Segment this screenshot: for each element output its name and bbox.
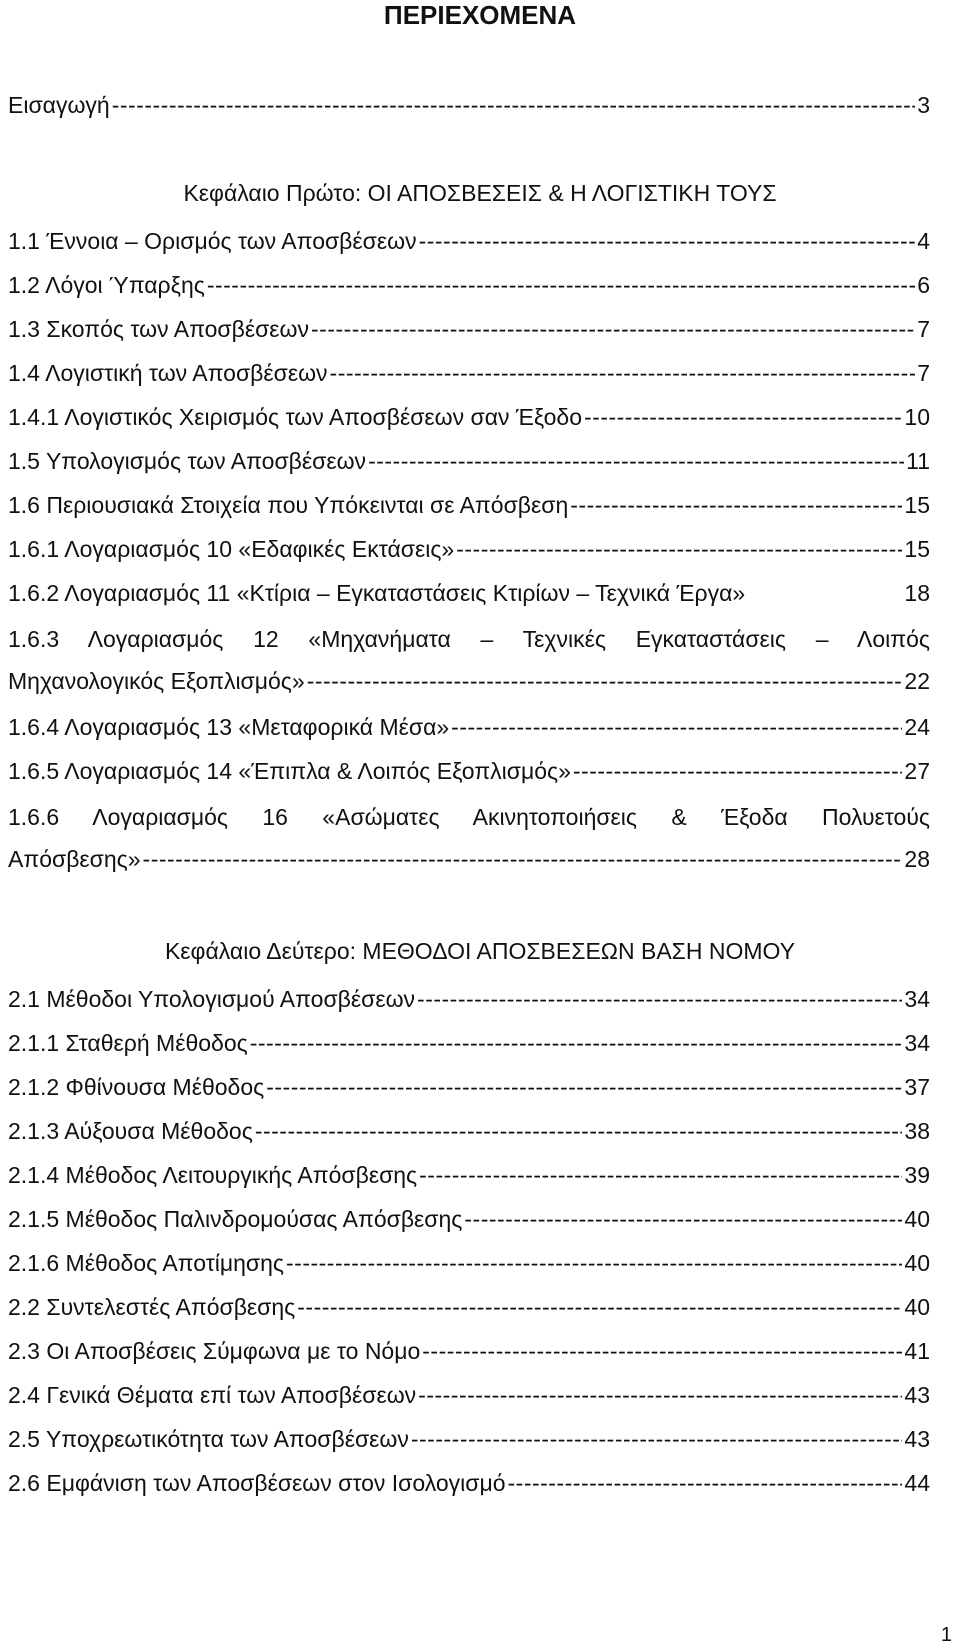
toc-entry-label: 1.4 Λογιστική των Αποσβέσεων — [8, 360, 328, 386]
toc-entry-2-1-3[interactable] — [8, 1114, 930, 1148]
toc-entry-label: Μηχανολογικός Εξοπλισμός» — [8, 668, 305, 694]
toc-entry-label: 1.2 Λόγοι Ύπαρξης — [8, 272, 205, 298]
toc-leader — [330, 356, 916, 390]
toc-entry-label: 1.1 Έννοια – Ορισμός των Αποσβέσεων — [8, 228, 417, 254]
toc-leader — [573, 754, 903, 788]
chapter-2-heading: Κεφάλαιο Δεύτερο: ΜΕΘΟΔΟΙ ΑΠΟΣΒΕΣΕΩΝ ΒΑΣΗ ΝΟΜΟΥ — [164, 938, 796, 964]
toc-entry-page: 11 — [906, 448, 930, 474]
toc-leader — [570, 488, 902, 522]
toc-entry-page: 40 — [904, 1294, 930, 1320]
toc-entry-label: 1.3 Σκοπός των Αποσβέσεων — [8, 316, 309, 342]
toc-entry-label: 2.1.6 Μέθοδος Αποτίμησης — [8, 1250, 284, 1276]
page-title: ΠΕΡΙΕΧΟΜΕΝΑ — [383, 0, 577, 30]
toc-entry-page: 28 — [904, 846, 930, 872]
toc-entry-label: 1.6.1 Λογαριασμός 10 «Εδαφικές Εκτάσεις» — [8, 536, 455, 562]
toc-entry-page: 7 — [917, 360, 930, 386]
page-number: 1 — [940, 1624, 952, 1646]
toc-entry-label: 2.2 Συντελεστές Απόσβεσης — [8, 1294, 296, 1320]
toc-entry-2-5[interactable] — [8, 1422, 930, 1456]
toc-entry-label: 2.1.2 Φθίνουσα Μέθοδος — [8, 1074, 265, 1100]
toc-leader — [451, 710, 902, 744]
toc-leader — [266, 1070, 902, 1104]
toc-entry-page: 3 — [917, 92, 930, 118]
toc-entry-page: 37 — [904, 1074, 930, 1100]
toc-entry-label: 2.5 Υποχρεωτικότητα των Αποσβέσεων — [8, 1426, 409, 1452]
toc-entry-1-2[interactable] — [8, 268, 930, 302]
toc-entry-page: 34 — [904, 986, 930, 1012]
toc-leader — [417, 982, 902, 1016]
toc-entry-page: 18 — [904, 580, 930, 606]
toc-entry-page: 43 — [904, 1382, 930, 1408]
toc-entry-label: 1.6 Περιουσιακά Στοιχεία που Υπόκεινται σε Απόσβεση — [8, 492, 569, 518]
toc-entry-2-1-6[interactable] — [8, 1246, 930, 1280]
toc-entry-page: 22 — [904, 668, 930, 694]
toc-leader — [419, 224, 916, 258]
toc-entry-page: 43 — [904, 1426, 930, 1452]
toc-entry-1-6-4[interactable] — [8, 710, 930, 744]
toc-entry-label: 1.4.1 Λογιστικός Χειρισμός των Αποσβέσεων σαν Έξοδο — [8, 404, 583, 430]
toc-entry-page: 24 — [904, 714, 930, 740]
toc-entry-page: 10 — [904, 404, 930, 430]
toc-entry-2-4[interactable] — [8, 1378, 930, 1412]
toc-entry-label: 2.1 Μέθοδοι Υπολογισμού Αποσβέσεων — [8, 986, 416, 1012]
toc-entry-2-1[interactable] — [8, 982, 930, 1016]
toc-leader — [207, 268, 915, 302]
toc-leader — [368, 444, 904, 478]
toc-entry-page: 40 — [904, 1206, 930, 1232]
toc-entry-1-6-3-line1[interactable] — [8, 622, 930, 656]
toc-leader — [143, 842, 903, 876]
toc-leader — [255, 1114, 903, 1148]
toc-leader — [508, 1466, 903, 1500]
toc-entry-label: 1.6.5 Λογαριασμός 14 «Έπιπλα & Λοιπός Εξοπλισμός» — [8, 758, 571, 784]
toc-entry-page: 40 — [904, 1250, 930, 1276]
toc-entry-page: 39 — [904, 1162, 930, 1188]
toc-entry-2-6[interactable] — [8, 1466, 930, 1500]
toc-leader — [112, 88, 916, 122]
toc-entry-label: 2.1.1 Σταθερή Μέθοδος — [8, 1030, 248, 1056]
toc-entry-label: 1.6.2 Λογαριασμός 11 «Κτίρια – Εγκαταστάσεις Κτιρίων – Τεχνικά Έργα» — [8, 580, 746, 606]
toc-entry-2-1-2[interactable] — [8, 1070, 930, 1104]
toc-entry-label: 2.1.5 Μέθοδος Παλινδρομούσας Απόσβεσης — [8, 1206, 463, 1232]
toc-leader — [584, 400, 902, 434]
toc-entry-page: 38 — [904, 1118, 930, 1144]
toc-entry-1-6-2[interactable] — [8, 576, 930, 610]
toc-entry-2-2[interactable] — [8, 1290, 930, 1324]
toc-entry-1-6-6-line2[interactable] — [8, 842, 930, 876]
toc-entry-1-6-6-line1[interactable] — [8, 800, 930, 834]
toc-leader — [411, 1422, 903, 1456]
toc-entry-label: 2.1.4 Μέθοδος Λειτουργικής Απόσβεσης — [8, 1162, 418, 1188]
toc-entry-label: 2.3 Οι Αποσβέσεις Σύμφωνα με το Νόμο — [8, 1338, 421, 1364]
toc-entry-2-1-4[interactable] — [8, 1158, 930, 1192]
toc-entry-2-1-5[interactable] — [8, 1202, 930, 1236]
toc-entry-label: 1.6.6 Λογαριασμός 16 «Ασώματες Ακινητοποιήσεις & Έξοδα Πολυετούς — [8, 804, 930, 830]
toc-entry-1-5[interactable] — [8, 444, 930, 478]
toc-entry-page: 4 — [917, 228, 930, 254]
toc-entry-label: 2.4 Γενικά Θέματα επί των Αποσβέσεων — [8, 1382, 417, 1408]
toc-leader — [464, 1202, 902, 1236]
toc-entry-page: 15 — [904, 536, 930, 562]
toc-entry-page: 34 — [904, 1030, 930, 1056]
toc-entry-2-3[interactable] — [8, 1334, 930, 1368]
toc-leader — [419, 1158, 902, 1192]
toc-entry-1-6[interactable] — [8, 488, 930, 522]
toc-entry-label: 1.5 Υπολογισμός των Αποσβέσεων — [8, 448, 367, 474]
toc-leader — [286, 1246, 902, 1280]
chapter-1-heading: Κεφάλαιο Πρώτο: ΟΙ ΑΠΟΣΒΕΣΕΙΣ & Η ΛΟΓΙΣΤΙΚΗ ΤΟΥΣ — [183, 180, 777, 206]
toc-entry-intro[interactable] — [8, 88, 930, 122]
toc-entry-1-6-5[interactable] — [8, 754, 930, 788]
toc-entry-page: 15 — [904, 492, 930, 518]
toc-entry-1-4-1[interactable] — [8, 400, 930, 434]
toc-entry-page: 41 — [904, 1338, 930, 1364]
toc-entry-label: Απόσβεσης» — [8, 846, 141, 872]
toc-leader — [250, 1026, 903, 1060]
toc-entry-label: 2.6 Εμφάνιση των Αποσβέσεων στον Ισολογισμό — [8, 1470, 506, 1496]
toc-entry-1-4[interactable] — [8, 356, 930, 390]
toc-entry-page: 7 — [917, 316, 930, 342]
toc-entry-label: 1.6.4 Λογαριασμός 13 «Μεταφορικά Μέσα» — [8, 714, 450, 740]
toc-entry-label: 2.1.3 Αύξουσα Μέθοδος — [8, 1118, 253, 1144]
toc-entry-1-1[interactable] — [8, 224, 930, 258]
toc-entry-page: 27 — [904, 758, 930, 784]
toc-entry-2-1-1[interactable] — [8, 1026, 930, 1060]
toc-leader — [311, 312, 915, 346]
toc-leader — [307, 664, 903, 698]
toc-entry-page: 6 — [917, 272, 930, 298]
toc-leader — [297, 1290, 902, 1324]
toc-entry-label: 1.6.3 Λογαριασμός 12 «Μηχανήματα – Τεχνικές Εγκαταστάσεις – Λοιπός — [8, 626, 930, 652]
toc-leader — [456, 532, 902, 566]
toc-entry-label: Εισαγωγή — [8, 92, 110, 118]
toc-entry-1-6-1[interactable] — [8, 532, 930, 566]
toc-entry-page: 44 — [904, 1470, 930, 1496]
toc-entry-1-6-3-line2[interactable] — [8, 664, 930, 698]
toc-entry-1-3[interactable] — [8, 312, 930, 346]
toc-leader — [422, 1334, 902, 1368]
toc-leader — [418, 1378, 902, 1412]
